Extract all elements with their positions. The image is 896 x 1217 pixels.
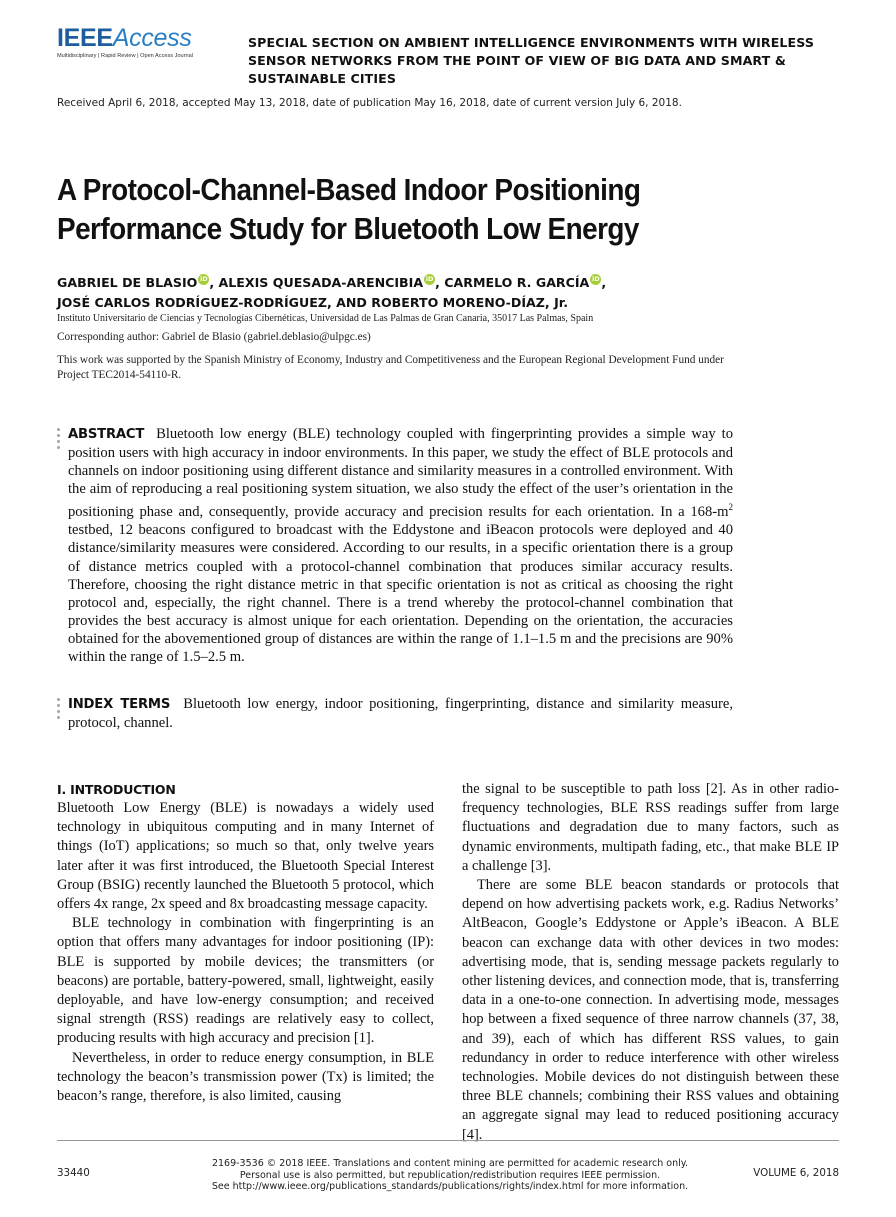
index-terms <box>68 695 733 732</box>
abstract <box>68 425 733 666</box>
copyright-line: 2169-3536 © 2018 IEEE. Translations and content mining are permitted for academic research only. <box>211 1158 689 1169</box>
copyright-line: Personal use is also permitted, but republication/redistribution requires IEEE permission. <box>239 1169 661 1181</box>
abstract-text: Bluetooth low energy (BLE) technology coupled with fingerprinting provides a simple way to position users with high accuracy in indoor environments. In this paper, we study the effect of BLE protocols and channels on indoor positioning using different distance and similarity measures in a controlled environment. With the aim of reproducing a real positioning system situation, we also study the effect of the user’s orientation in the positioning phase and, consequently, provide accuracy and precision results for each orientation. In a 168-m <box>68 426 734 521</box>
section-marker-icon <box>57 428 60 452</box>
orcid-icon[interactable]: iD <box>592 275 600 283</box>
paragraph: Nevertheless, in order to reduce energy consumption, in BLE technology the beacon’s transmission power (Tx) is limited; the beacon’s range, therefore, is also limited, causing <box>57 1049 434 1105</box>
section-marker-icon <box>57 698 60 722</box>
author-name: CARMELO R. GARCÍA <box>444 275 590 290</box>
author-name: GABRIEL DE BLASIO <box>57 275 198 290</box>
paragraph: There are some BLE beacon standards or protocols that depend on how advertising packets work, e.g. Radius Networks’ AltBeacon, Google’s Eddystone or Apple’s iBeacon. A BLE beacon can exchange data with other devices in two modes: advertising mode, that is, sending message packets regularly to other listening devices, and connection mode, that is, transferring data in a one-to-one connection. In advertising mode, messages hop between a fixed sequence of three narrow channels (37, 38, and 39), each of which has different RSS values, to gain redundancy in order to reduce interference with other wireless technologies. Mobile devices do not distinguish between these three BLE channels; combining their RSS values and obtaining an aggregate signal may lead to reduced positioning accuracy [4]. <box>462 877 839 1143</box>
copyright-line: See http://www.ieee.org/publications_standards/publications/rights/index.html for more information. <box>211 1181 689 1192</box>
corresponding-author: Corresponding author: Gabriel de Blasio (gabriel.deblasio@ulpgc.es) <box>57 331 371 343</box>
logo-tagline: Multidisciplinary | Rapid Review | Open Access Journal <box>57 53 193 59</box>
logo-wordmark: IEEEAccess <box>57 24 192 52</box>
superscript: 2 <box>728 502 733 513</box>
paragraph: the signal to be susceptible to path loss [2]. As in other radio-frequency technologies, BLE RSS readings suffer from large fluctuations and degradation due to many factors, such as dynamic environments, multipath fading, etc., that make BLE IP a challenge [3]. <box>462 781 839 874</box>
index-terms-label: INDEX TERMS <box>68 697 171 712</box>
right-column <box>462 780 839 1145</box>
volume-label: VOLUME 6, 2018 <box>753 1167 839 1179</box>
orcid-icon[interactable]: iD <box>425 275 434 283</box>
paragraph: Bluetooth Low Energy (BLE) is nowadays a widely used technology in ubiquitous computing and in many Internet of things (IoT) applications; so much so that, only twelve years later after it was first introduced, the Bluetooth Special Interest Group (BSIG) recently launched the Bluetooth 5 protocol, which offers 4x range, 2x speed and 8x broadcasting message capacity. <box>57 800 434 913</box>
paper-title: A Protocol-Channel-Based Indoor Positioning Performance Study for Bluetooth Low Energy <box>57 172 641 246</box>
footer-divider <box>57 1140 839 1141</box>
abstract-label: ABSTRACT <box>68 427 145 442</box>
funding-note: This work was supported by the Spanish Ministry of Economy, Industry and Competitiveness and the European Regional Development Fund under Project TEC2014-54110-R. <box>57 354 724 381</box>
journal-logo <box>57 24 237 59</box>
abstract-text-cont: testbed, 12 beacons configured to broadcast with the Eddystone and iBeacon protocols were deployed and 40 distance/similarity measures were considered. According to our results, in a specific orientation there is a group of distance metrics coupled with a protocol-channel combination that produces similar accuracy results. Therefore, choosing the right distance metric in that specific orientation is not as critical as choosing the right protocol and, especially, the right channel. There is a trend whereby the protocol-channel combination that provides the best accuracy is almost unique for each orientation. Depending on the orientation, the accuracies obtained for the abovementioned group of distances are within the range of 1.1–1.5 m and the precisions are 90% within the range of 1.5–2.5 m. <box>68 522 733 665</box>
copyright-notice <box>200 1158 700 1193</box>
left-column <box>57 780 434 1106</box>
author-list: GABRIEL DE BLASIO iD , ALEXIS QUESADA-ARENCIBIA iD , CARMELO R. GARCÍA iD , JOSÉ CARLOS RODRÍGUEZ-RODRÍGUEZ, AND ROBERTO MORENO-DÍAZ, Jr. <box>57 275 607 310</box>
author-name: ALEXIS QUESADA-ARENCIBIA <box>218 275 424 290</box>
index-terms-text: Bluetooth low energy, indoor positioning, fingerprinting, distance and similarity measure, protocol, channel. <box>68 696 733 732</box>
author-names-line2: JOSÉ CARLOS RODRÍGUEZ-RODRÍGUEZ, AND ROBERTO MORENO-DÍAZ, Jr. <box>57 295 568 310</box>
section-heading: I. INTRODUCTION <box>57 782 176 797</box>
affiliation: Instituto Universitario de Ciencias y Tecnologías Cibernéticas, Universidad de Las Palmas de Gran Canaria, 35017 Las Palmas, Spain <box>57 313 594 324</box>
publication-dates: Received April 6, 2018, accepted May 13, 2018, date of publication May 16, 2018, date of current version July 6, 2018. <box>57 97 682 109</box>
orcid-icon[interactable]: iD <box>200 275 208 283</box>
special-section-heading: SPECIAL SECTION ON AMBIENT INTELLIGENCE ENVIRONMENTS WITH WIRELESS SENSOR NETWORKS FROM THE POINT OF VIEW OF BIG DATA AND SMART & SUSTAINABLE CITIES <box>248 35 814 86</box>
paragraph: BLE technology in combination with fingerprinting is an option that offers many advantages for indoor positioning (IP): BLE is supported by mobile devices; the transmitters (or beacons) are portable, battery-powered, small, lightweight, easily deployable, and have low-energy consumption; and received signal strength (RSS) readings are relatively easy to collect, producing results with high accuracy and precision [1]. <box>57 915 434 1047</box>
page-number: 33440 <box>57 1167 90 1179</box>
